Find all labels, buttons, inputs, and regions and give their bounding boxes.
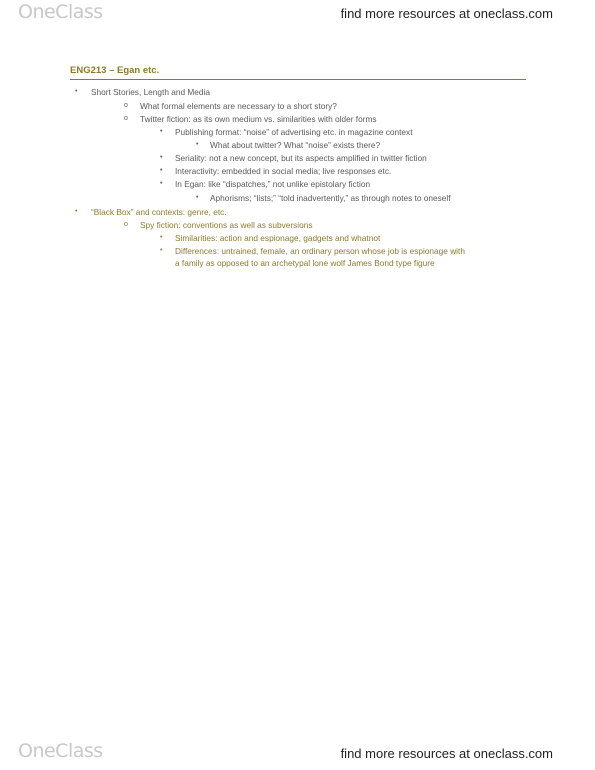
bullet-icon: •: [160, 247, 163, 254]
outline-item-text: “Black Box” and contexts: genre, etc.: [91, 207, 227, 217]
outline-item-text: Differences: untrained, female, an ordinary person whose job is espionage with: [175, 246, 465, 256]
circle-bullet-icon: o: [124, 102, 128, 109]
outline-item-text: Interactivity: embedded in social media; live responses etc.: [175, 166, 392, 176]
circle-bullet-icon: o: [124, 115, 128, 122]
page-title: ENG213 – Egan etc.: [70, 65, 160, 76]
outline-item-text: Seriality: not a new concept, but its aspects amplified in twitter fiction: [175, 153, 427, 163]
outline-item-text: What about twitter? What “noise” exists there?: [210, 140, 381, 150]
bullet-icon: •: [196, 194, 199, 201]
bullet-icon: •: [75, 88, 78, 95]
outline-item-text: Twitter fiction: as its own medium vs. similarities with older forms: [140, 114, 377, 124]
outline-item-text: Short Stories, Length and Media: [91, 87, 210, 97]
bullet-icon: •: [160, 154, 163, 161]
bullet-icon: •: [160, 180, 163, 187]
outline-item-text: Spy fiction: conventions as well as subversions: [140, 220, 313, 230]
oneclass-logo: OneClass: [18, 1, 103, 23]
outline-item-text: In Egan: like “dispatches,” not unlike epistolary fiction: [175, 179, 371, 189]
bullet-icon: •: [160, 234, 163, 241]
bullet-icon: •: [75, 208, 78, 215]
bullet-icon: •: [160, 167, 163, 174]
outline-item-text: Similarities: action and espionage, gadgets and whatnot: [175, 233, 381, 243]
resources-link-footer[interactable]: find more resources at oneclass.com: [340, 746, 553, 761]
outline-item-text: Publishing format: “noise” of advertising etc. in magazine context: [175, 127, 413, 137]
title-divider: [70, 79, 526, 80]
bullet-icon: •: [196, 141, 199, 148]
circle-bullet-icon: o: [124, 221, 128, 228]
outline-item-text: Aphorisms; “lists;” “told inadvertently,” as through notes to oneself: [210, 193, 451, 203]
resources-link[interactable]: find more resources at oneclass.com: [340, 6, 553, 21]
outline-item-text: a family as opposed to an archetypal lone wolf James Bond type figure: [175, 258, 435, 268]
oneclass-logo-footer: OneClass: [18, 740, 103, 762]
bullet-icon: •: [160, 128, 163, 135]
outline-item-text: What formal elements are necessary to a short story?: [140, 101, 337, 111]
